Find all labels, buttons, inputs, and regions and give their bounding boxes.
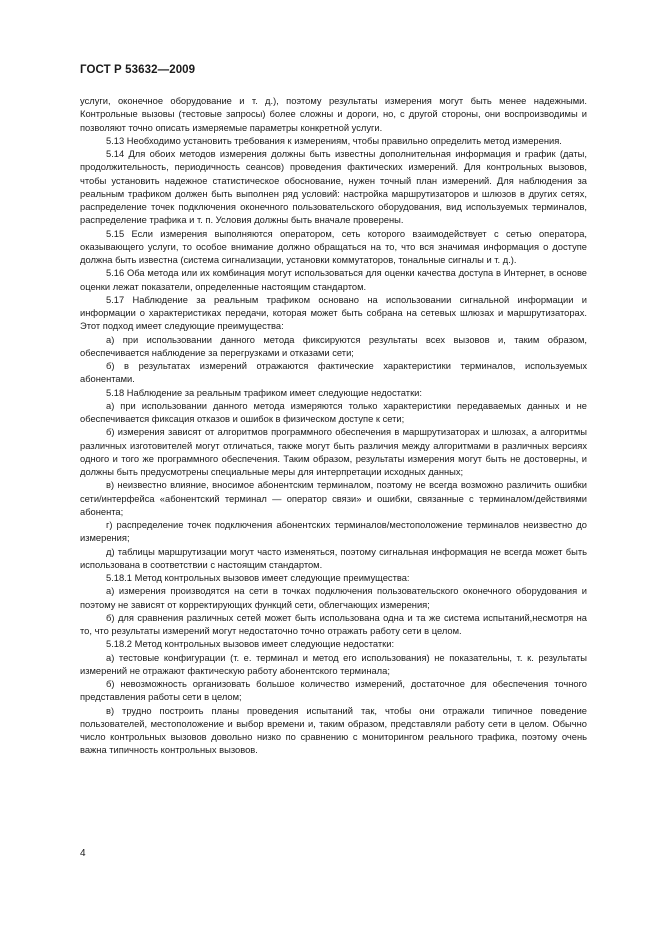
list-item: б) для сравнения различных сетей может быть использована одна и та же система испытаний,несмотря на то, что результаты измерений могут недостаточно точно отражать работу сети в целом. — [80, 612, 587, 636]
document-header: ГОСТ Р 53632—2009 — [80, 64, 196, 76]
paragraph-5-18-2: 5.18.2 Метод контрольных вызовов имеет следующие недостатки: — [106, 639, 395, 650]
list-item: б) невозможность организовать большое количество измерений, достаточное для обеспечения точного представления работы сети в целом; — [80, 679, 587, 703]
paragraph-5-14: 5.14 Для обоих методов измерения должны быть известны дополнительная информация и график (даты, продолжительность, периодичность сеансов) проведения фактических измерений. Для контрольных вызовов, чтобы установить надежное статистическое обоснование, нужен точный план измерений. Для наблюдения за реальным трафиком должен быть выполнен ряд условий: настройка маршрутизаторов и шлюзов в других сетях, распределение точек подключения оконечного пользовательского оборудования, вид используемых терминалов, распределение трафика и т. п. Условия должны быть вначале проверены. — [80, 149, 587, 226]
page-number: 4 — [80, 848, 86, 859]
paragraph-5-18: 5.18 Наблюдение за реальным трафиком имеет следующие недостатки: — [106, 387, 422, 398]
list-item: б) в результатах измерений отражаются фактические характеристики терминалов, используемых абонентами. — [80, 361, 587, 385]
list-item: д) таблицы маршрутизации могут часто изменяться, поэтому сигнальная информация не всегда может быть использована в соответствии с настоящим стандартом. — [80, 546, 587, 570]
list-item: г) распределение точек подключения абонентских терминалов/местоположение терминалов неизвестно до измерения; — [80, 520, 587, 544]
paragraph-5-18-1: 5.18.1 Метод контрольных вызовов имеет следующие преимущества: — [106, 573, 410, 583]
paragraph-5-16: 5.16 Оба метода или их комбинация могут использоваться для оценки качества доступа в Интернет, в основе оценки лежат показатели, определенные настоящим стандартом. — [80, 268, 587, 292]
paragraph-continuation: услуги, оконечное оборудование и т. д.), поэтому результаты измерения могут быть менее надежными. Контрольные вызовы (тестовые запросы) более сложны и дороги, но, с другой стороны, они воспроизводимы и позволяют точно описать измеряемые параметры конкретной услуги. — [80, 96, 587, 133]
list-item: а) при использовании данного метода измеряются только характеристики передаваемых данных и не обеспечивается фиксация отказов и ошибок в физическом доступе к сети; — [80, 400, 587, 424]
list-item: а) при использовании данного метода фиксируются результаты всех вызовов и, таким образом, обеспечивается наблюдение за перегрузками и отказами сети; — [80, 334, 587, 358]
list-item: а) измерения производятся на сети в точках подключения пользовательского оконечного оборудования и поэтому не зависят от корректирующих функций сети, облегчающих измерения; — [80, 586, 587, 610]
list-item: в) неизвестно влияние, вносимое абонентским терминалом, поэтому не всегда возможно различить ошибки сети/интерфейса «абонентский терминал — оператор связи» и ошибки, связанные с терминалом/действиями абонента; — [80, 480, 587, 517]
list-item: б) измерения зависят от алгоритмов программного обеспечения в маршрутизаторах и шлюзах, а алгоритмы различных изготовителей могут отличаться, также могут быть различия между алгоритмами в различных версиях одного и того же программного обеспечения. Таким образом, результаты измерения могут быть не достоверны, и должны быть предусмотрены специальные меры для интерпретации исходных данных; — [80, 427, 587, 477]
list-item: а) тестовые конфигурации (т. е. терминал и метод его использования) не показательны, т. к. результаты измерений не отражают фактическую работу абонентского терминала; — [80, 652, 587, 676]
paragraph-5-13: 5.13 Необходимо установить требования к измерениям, чтобы правильно определить метод измерения. — [106, 135, 562, 146]
paragraph-5-17: 5.17 Наблюдение за реальным трафиком основано на использовании сигнальной информации и информации о характеристиках передачи, которая может быть собрана на сетевых шлюзах и маршрутизаторах. Этот подход имеет следующие преимущества: — [80, 294, 587, 332]
paragraph-5-15: 5.15 Если измерения выполняются оператором, сеть которого взаимодействует с сетью оператора, оказывающего услуги, то особое внимание должно обращаться на то, что вся значимая информация о доступе должна быть известна (система сигнализации, установки коммутаторов, тональные сигналы и т. д.). — [80, 228, 587, 265]
document-body — [80, 95, 587, 758]
list-item: в) трудно построить планы проведения испытаний так, чтобы они отражали типичное поведение пользователей, местоположение и выбор времени и, таким образом, представляли работу сети в целом. Обычно число контрольных вызовов довольно низко по сравнению с мониторингом реального трафика, поэтому очень важна типичность контрольных вызовов. — [80, 705, 587, 756]
